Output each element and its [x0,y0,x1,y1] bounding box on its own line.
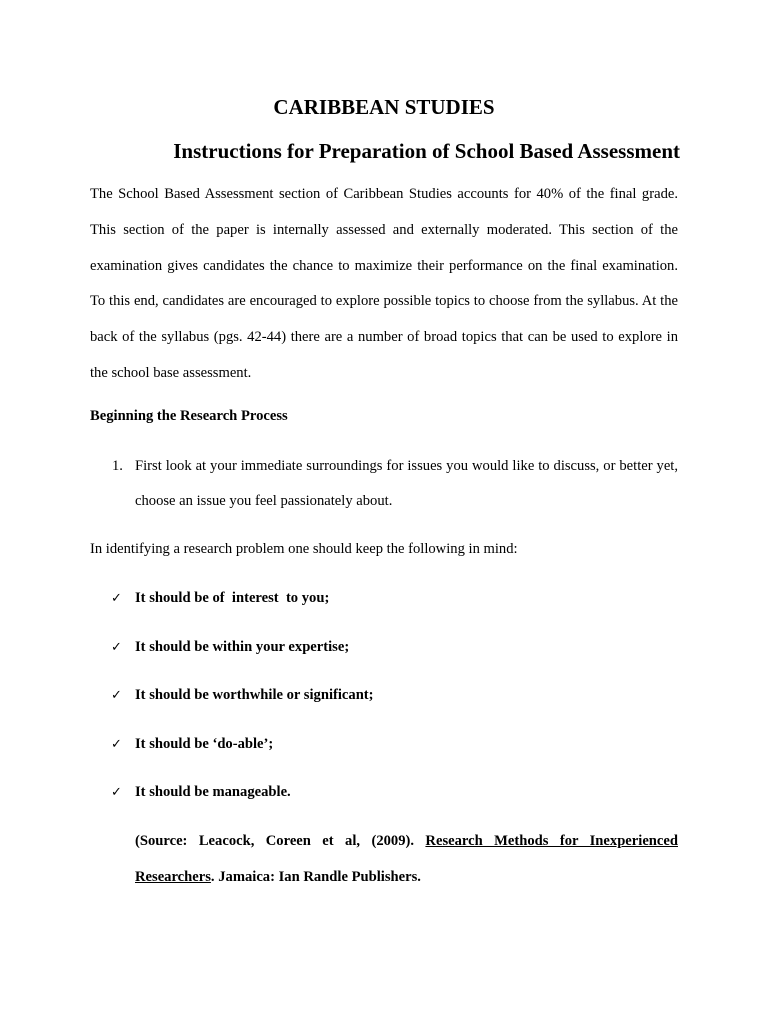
citation-suffix: . Jamaica: Ian Randle Publishers. [210,869,421,885]
document-subtitle: Instructions for Preparation of School Based Assessment [173,139,680,163]
checklist-item [90,636,678,685]
check-mark-icon: ✓ [111,639,122,655]
numbered-list-item [90,449,678,519]
list-item-number: 1. [112,458,123,474]
source-citation [135,823,678,895]
citation-prefix: (Source: Leacock, Coreen et al, (2009). [135,833,426,849]
criteria-checklist [90,587,678,830]
list-item-text: First look at your immediate surroundings for issues you would like to discuss, or better yet, choose an issue you feel passionately about. [135,458,678,509]
intro-paragraph: The School Based Assessment section of Caribbean Studies accounts for 40% of the final grade. This section of the paper is internally assessed and externally moderated. This section of the examination gives candidates the chance to maximize their performance on the final examination. To this end, candidates are encouraged to explore possible topics to choose from the syllabus. At the back of the syllabus (pgs. 42-44) there are a number of broad topics that can be used to explore in the school base assessment. [90,186,678,381]
checklist-item-text: It should be manageable. [135,784,291,801]
checklist-item [90,684,678,733]
checklist-item-text: It should be worthwhile or significant; [135,687,374,704]
document-title: CARIBBEAN STUDIES [273,95,495,119]
checklist-item-text: It should be ‘do-able’; [135,735,274,752]
checklist-item-text: It should be of interest to you; [135,590,330,606]
criteria-lead-text: In identifying a research problem one should keep the following in mind: [90,541,518,557]
check-mark-icon: ✓ [111,736,122,752]
citation-work-title: Research Methods for Inexperienced Researchers [135,833,678,885]
check-mark-icon: ✓ [111,785,122,801]
check-mark-icon: ✓ [111,688,122,704]
section-heading: Beginning the Research Process [90,408,288,424]
check-mark-icon: ✓ [111,591,122,606]
checklist-item [90,733,678,782]
checklist-item-text: It should be within your expertise; [135,638,350,655]
checklist-item [90,587,678,636]
